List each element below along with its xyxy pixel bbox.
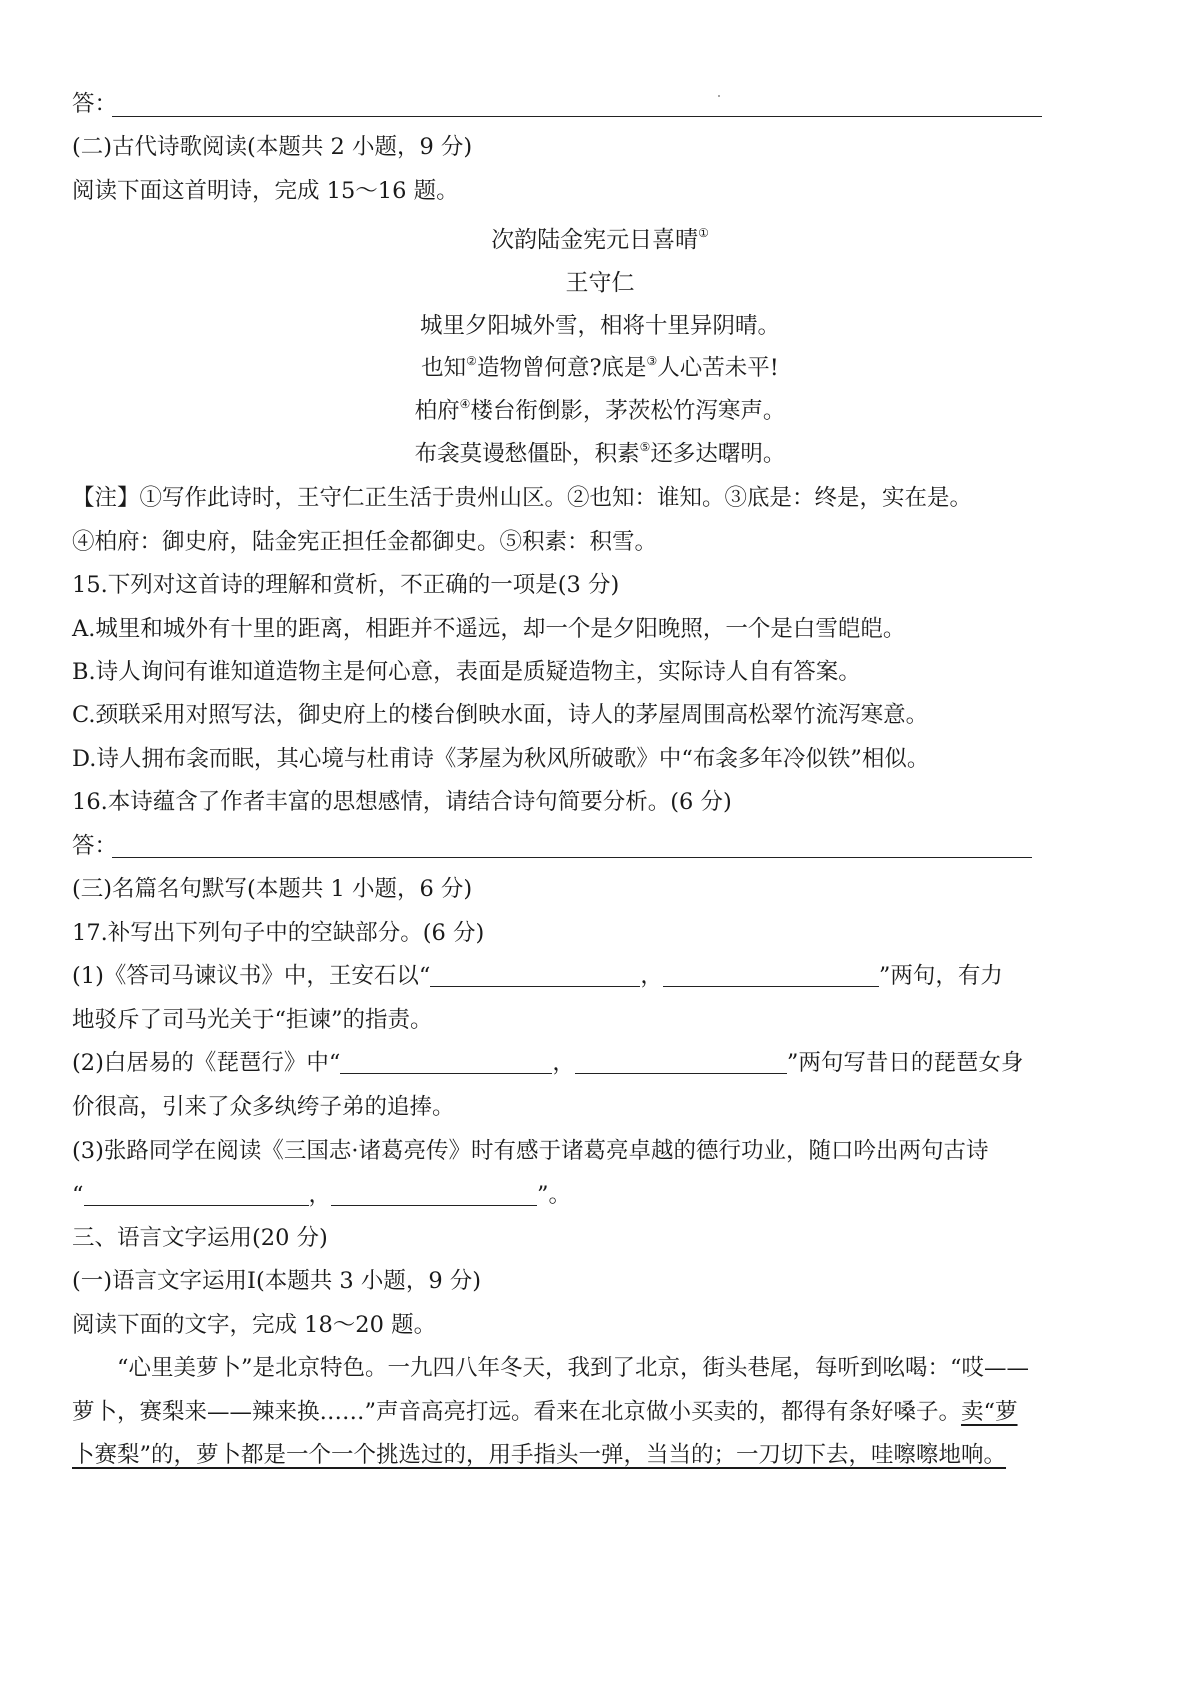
poem-notes-line-2: ④柏府：御史府，陆金宪正担任金都御史。⑤积素：积雪。 (72, 529, 658, 555)
fill-blank-1b[interactable] (663, 964, 879, 987)
question-15-option-b[interactable]: B.诗人询问有谁知道造物主是何心意，表面是质疑造物主，实际诗人自有答案。 (72, 659, 861, 685)
poem-line-2: 也知②造物曾何意?底是③人心苦未平! (421, 354, 779, 381)
poem-line-4: 布衾莫谩愁僵卧，积素⑤还多达曙明。 (414, 440, 786, 467)
fill-blank-2b[interactable] (575, 1051, 787, 1074)
question-17-part-1-cont: 地驳斥了司马光关于“拒谏”的指责。 (72, 1007, 433, 1033)
section-header-recitation: (三)名篇名句默写(本题共 1 小题，6 分) (72, 876, 473, 902)
question-15-option-c[interactable]: C.颈联采用对照写法，御史府上的楼台倒映水面，诗人的茅屋周围高松翠竹流泻寒意。 (72, 702, 929, 728)
question-17-part-2-cont: 价很高，引来了众多纨绔子弟的追捧。 (72, 1094, 455, 1120)
answer-line-14 (72, 89, 117, 119)
fill-blank-2a[interactable] (340, 1051, 552, 1074)
question-15-option-a[interactable]: A.城里和城外有十里的距离，相距并不遥远，却一个是夕阳晚照，一个是白雪皑皑。 (72, 616, 906, 642)
scan-speck (718, 95, 720, 97)
question-17-part-3-blanks: “ ， ”。 (72, 1182, 572, 1208)
question-17-part-3: (3)张路同学在阅读《三国志·诸葛亮传》时有感于诸葛亮卓越的德行功业，随口吟出两句古诗 (72, 1138, 989, 1164)
passage-line-3-underlined: 卜赛梨”的，萝卜都是一个一个挑选过的，用手指头一弹，当当的；一刀切下去，哇嚓嚓地响。 (72, 1442, 1007, 1468)
question-15-stem: 15.下列对这首诗的理解和赏析，不正确的一项是(3 分) (72, 572, 620, 598)
fill-blank-1a[interactable] (430, 964, 640, 987)
section-header-language-use-1: (一)语言文字运用Ⅰ(本题共 3 小题，9 分) (72, 1268, 482, 1294)
question-17-part-1: (1)《答司马谏议书》中，王安石以“ ， ”两句，有力 (72, 963, 1003, 989)
section-instruction-poetry: 阅读下面这首明诗，完成 15～16 题。 (72, 178, 459, 204)
answer-blank-16[interactable] (112, 857, 1032, 858)
section-header-poetry: (二)古代诗歌阅读(本题共 2 小题，9 分) (72, 134, 473, 160)
poem-line-3: 柏府④楼台衔倒影，茅茨松竹泻寒声。 (414, 397, 786, 424)
passage-underlined-text: 卖“萝 (961, 1399, 1018, 1425)
section-instruction-language-use: 阅读下面的文字，完成 18～20 题。 (72, 1312, 437, 1338)
poem-author: 王守仁 (565, 270, 635, 296)
question-17-part-2: (2)白居易的《琵琶行》中“ ， ”两句写昔日的琵琶女身 (72, 1050, 1024, 1076)
poem-notes-line-1: 【注】①写作此诗时，王守仁正生活于贵州山区。②也知：谁知。③底是：终是，实在是。 (72, 485, 973, 511)
answer-line-16 (72, 831, 117, 861)
passage-line-2: 萝卜，赛梨来——辣来换……”声音高亮打远。看来在北京做小买卖的，都得有条好嗓子。卖“萝 (72, 1399, 1018, 1425)
question-17-stem: 17.补写出下列句子中的空缺部分。(6 分) (72, 920, 485, 946)
question-15-option-d[interactable]: D.诗人拥布衾而眠，其心境与杜甫诗《茅屋为秋风所破歌》中“布衾多年冷似铁”相似。 (72, 746, 930, 772)
part-header-language-use: 三、语言文字运用(20 分) (72, 1225, 328, 1251)
answer-blank-14[interactable] (112, 116, 1042, 117)
answer-label: 答： (72, 833, 118, 859)
question-16-stem: 16.本诗蕴含了作者丰富的思想感情，请结合诗句简要分析。(6 分) (72, 789, 732, 815)
poem-title: 次韵陆金宪元日喜晴① (491, 226, 709, 253)
passage-line-1: “心里美萝卜”是北京特色。一九四八年冬天，我到了北京，街头巷尾，每听到吆喝：“哎—— (117, 1355, 1030, 1381)
answer-label: 答： (72, 91, 118, 117)
fill-blank-3a[interactable] (84, 1183, 309, 1206)
poem-line-1: 城里夕阳城外雪，相将十里异阴晴。 (419, 313, 780, 339)
fill-blank-3b[interactable] (331, 1183, 537, 1206)
